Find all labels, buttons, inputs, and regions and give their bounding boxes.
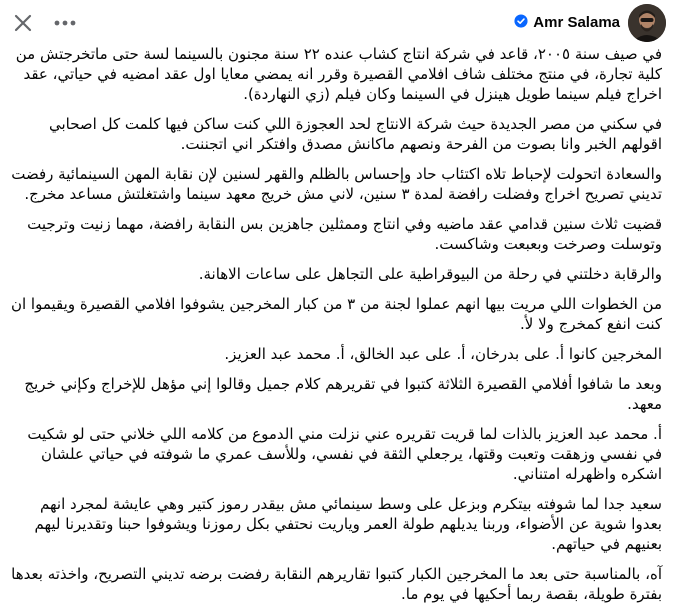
author-name[interactable]: Amr Salama — [533, 14, 620, 31]
post-paragraph: في صيف سنة ٢٠٠٥، قاعد في شركة انتاج كشاب عنده ٢٢ سنة مجنون بالسينما لسة حتى ماتخرجتش من كلية تجارة، في منتج مختلف شاف افلامي القصيرة وقرر انه يمضي معايا اول عقد امضيه في حياتي، عقد اخراج فيلم سينما طويل هينزل في السينما وكان فيلم (زي النهاردة). — [15, 45, 662, 103]
post-body — [10, 44, 662, 614]
more-horizontal-icon — [53, 19, 77, 27]
post-paragraph: والسعادة اتحولت لإحباط تلاه اكتئاب حاد وإحساس بالظلم والقهر لسنين لإن نقابة المهن السينمائية رفضت تديني تصريح اخراج وفضلت رافضة لمدة ٣ سنين، لاني مش خريج معهد سينما واشتغلتش مساعد مخرج. — [11, 165, 662, 203]
verified-badge-icon — [514, 13, 528, 32]
close-button[interactable] — [8, 8, 38, 38]
post-paragraph: قضيت ثلاث سنين قدامي عقد ماضيه وفي انتاج وممثلين جاهزين بس النقابة رافضة، مهما زنيت وترجيت وتوسلت وصرخت وبعبعت وشاكست. — [27, 215, 662, 253]
post-header — [0, 0, 674, 46]
post-paragraph: آه، بالمناسبة حتى بعد ما المخرجين الكبار كتبوا تقاريرهم النقابة رفضت برضه تديني التصريح، واخذته بعدها بفترة طويلة، بقصة ربما أحكيها في يوم ما. — [11, 565, 662, 603]
post-paragraph: في سكني من مصر الجديدة حيث شركة الانتاج لحد العجوزة اللي كنت ساكن فيها كلمت كل اصحابي اقولهم الخبر وانا بصوت من الفرحة ونصهم ماكانش مصدق وافتكر اني اتجننت. — [48, 115, 662, 153]
post-paragraph: المخرجين كانوا أ. على بدرخان، أ. على عبد الخالق، أ. محمد عبد العزيز. — [224, 345, 662, 363]
post-paragraph: من الخطوات اللي مريت بيها انهم عملوا لجنة من ٣ من كبار المخرجين يشوفوا افلامي القصيرة ويقيموا ان كنت انفع كمخرج ولا لأ. — [10, 295, 662, 333]
post-paragraph: وبعد ما شافوا أفلامي القصيرة الثلاثة كتبوا في تقريرهم كلام جميل وقالوا إني مؤهل للإخراج وكإني خريج معهد. — [24, 375, 662, 413]
post-paragraph: والرقابة دخلتني في رحلة من البيوقراطية على التجاهل على ساعات الاهانة. — [198, 265, 662, 283]
post-paragraph: سعيد جدا لما شوفته بيتكرم وبزعل على وسط سينمائي مش بيقدر رموز كتير وهي عايشة لمجرد انهم بعدوا شوية عن الأضواء، وربنا يديلهم طولة العمر وياريت نحتفي بكل رموزنا ويشوفوا حبنا وتقديرنا ليهم بعنيهم في حياتهم. — [34, 495, 662, 553]
profile-avatar[interactable] — [628, 4, 666, 42]
post-paragraph: أ. محمد عبد العزيز بالذات لما قريت تقريره عني نزلت مني الدموع من كلامه اللي خلاني حتى لو شكيت في نفسي وزهقت وتعبت وقتها، يرجعلي الثقة في نفسي، وللأسف عمري ما شوفته في حياتي علشان اشكره واظهرله امتناني. — [27, 425, 662, 483]
author-block — [514, 13, 620, 32]
close-icon — [13, 13, 33, 33]
more-options-button[interactable] — [50, 8, 80, 38]
